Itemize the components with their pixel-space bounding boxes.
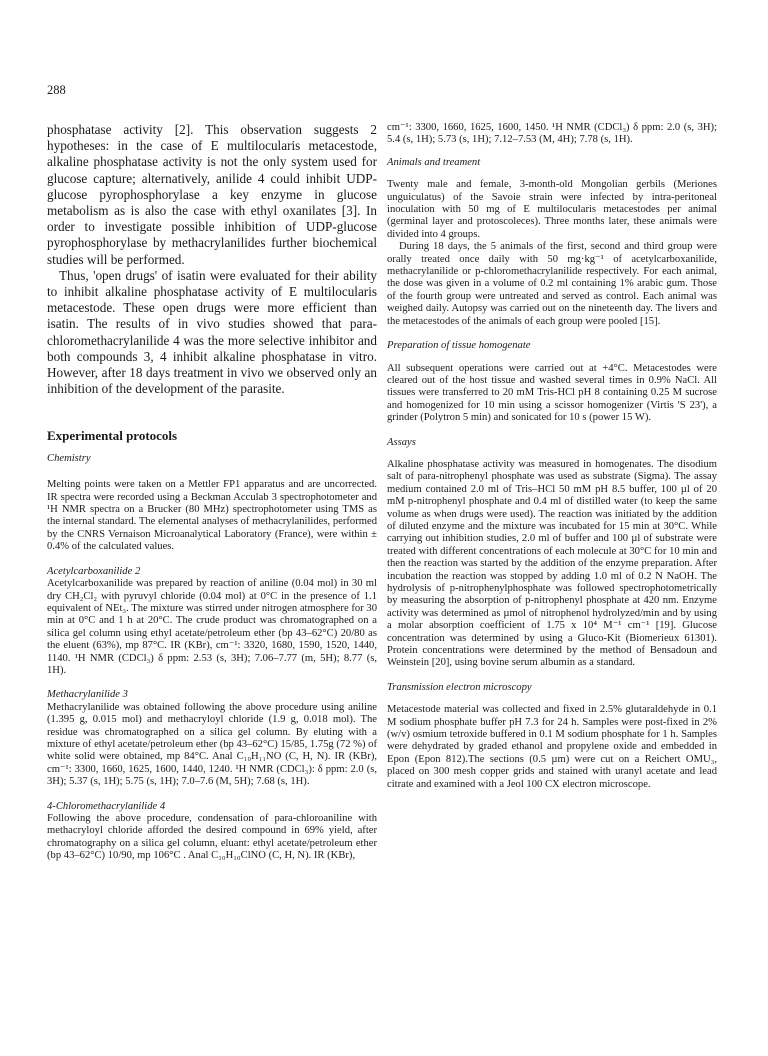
methacrylanilide-heading: Methacrylanilide 3 (47, 689, 128, 701)
right-column (387, 122, 717, 791)
introduction-end (47, 122, 377, 397)
tissue-homogenate-heading: Preparation of tissue homogenate (387, 340, 531, 352)
page-number: 288 (47, 83, 66, 97)
intro-paragraph-1: phosphatase activity [2]. This observation suggests 2 hypotheses: in the case of E multilocularis metacestode, alkaline phosphatase activity is not the only system used for glucose capture; alternatively, anilide 4 could inhibit UDP-glucose pyrophosphorylase a key enzyme in glucose metabolism as is also the case with ethyl oxanilates [3]. In order to investigate possible inhibition of UDP-glucose pyrophosphorylase by methacrylanilides further biochemical studies will be performed. (47, 122, 377, 267)
chemistry-text: Melting points were taken on a Mettler FP1 apparatus and are uncorrected. IR spectra were recorded using a Beckman Acculab 3 spectrophotometer and ¹H NMR spectra on a Brucker (80 MHz) spectrophotometer using TMS as the internal standard. The elemental analyses of methacrylanilides, performed by the CNRS Vernaison Microanalytical Laboratory (France), were within ± 0.4% of the calculated values. (47, 479, 377, 553)
chemistry-heading: Chemistry (47, 452, 91, 464)
chloromethacrylanilide-text: Following the above procedure, condensation of para-chloroaniline with methacryloyl chloride afforded the desired compound in 69% yield, after chromatography on a silica gel column, eluant: ethyl acetate/petroleum ether (bp 43–62°C) 10/90, mp 106°C . Anal C₁₀H₁₀ClNO (C, H, N). IR (KBr), (47, 813, 377, 862)
chloromethacrylanilide-continued: cm⁻¹: 3300, 1660, 1625, 1600, 1450. ¹H NMR (CDCl₃) δ ppm: 2.0 (s, 3H); 5.4 (s, 1H); 5.73 (s, 1H); 7.12–7.53 (M, 4H); 7.78 (s, 1H). (387, 122, 717, 146)
animals-paragraph-2: During 18 days, the 5 animals of the first, second and third group were orally treated once daily with 50 mg·kg⁻¹ of acetylcarboxanilide, methacrylanilide or p-chloromethacrylanilide respectively. For each animal, the dose was given in a volume of 0.2 ml containing 1% arabic gum. Those of the fourth group were untreated and served as control. Each animal was weighed daily. Autopsy was carried out on the nineteenth day. The livers and the metacestodes of the animals of each group were pooled [15]. (387, 241, 717, 327)
assays-text: Alkaline phosphatase activity was measured in homogenates. The disodium salt of para-nitrophenyl phosphate was used as substrate (Sigma). The assay medium contained 2.0 ml of Tris–HCl 50 mM pH 8.5 buffer, 100 µl of 20 mM p-nitrophenyl phosphate and 0.4 ml of distilled water (to keep the same volume as when drugs were used). The reaction was initiated by the addition of diluted enzyme and the mixture was incubated for 15 min at 30°C. While carrying out inhibition studies, 2.0 ml of buffer and 100 µl of substrate were treated with different concentrations of each molecule at 30°C for 10 min and then the reaction was started by the addition of the enzyme preparation. After incubation the reaction was stopped by adding 1.0 ml of 0.2 N NaOH. The hydrolysis of p-nitrophenylphosphate was followed spectrophotometrically by measuring the absorption of p-nitrophenyl phosphate at 420 nm. Enzyme activity was determined as µmol of nitrophenol hydrolyzed/min and by using a molar absorption coefficient of 1.75 x 10⁴ M⁻¹ cm⁻¹ [19]. Glucose concentration was determined by using a Gluco-Kit (Biomerieux 61301). Protein concentrations were determined by the method of Bensadoun and Weinstein [20], using bovine serum albumin as a standard. (387, 458, 717, 669)
acetylcarboxanilide-text: Acetylcarboxanilide was prepared by reaction of aniline (0.04 mol) in 30 ml dry CH₂Cl₂ with pyruvyl chloride (0.04 mol) at 0°C in the presence of 1.1 equivalent of NEt₃. The mixture was stirred under nitrogen atmosphere for 30 min at 0°C and 1 h at 20°C. The crude product was chromatographed on a silica gel column using ethyl acetate/petroleum ether (bp 43–62°C) 20/80 as the eluent (63%), mp 87°C. IR (KBr), cm⁻¹: 3320, 1680, 1590, 1520, 1440, 1140. ¹H NMR (CDCl₃) δ ppm: 2.53 (s, 3H); 7.06–7.77 (m, 5H); 8.77 (s, 1H). (47, 578, 377, 676)
methacrylanilide-text: Methacrylanilide was obtained following the above procedure using aniline (1.395 g, 0.015 mol) and methacryloyl chloride (1.9 g, 0.018 mol). The residue was chromatographed on a silica gel column. By eluting with a mixture of ethyl acetate/petroleum ether (bp 43–62°C) 15/85, 1.75g (72 %) of white solid were obtained, mp 84°C. Anal C₁₀H₁₁NO (C, H, N). IR (KBr), cm⁻¹: 3300, 1660, 1625, 1600, 1440, 1240. ¹H NMR (CDCl₃): δ ppm: 2.0 (s, 3H); 5.37 (s, 1H); 5.75 (s, 1H); 7.0–7.6 (M, 5H); 7.68 (s, 1H). (47, 701, 377, 788)
animals-paragraph-1: Twenty male and female, 3-month-old Mongolian gerbils (Meriones unguiculatus) of the Savoie strain were infected by intra-peritoneal inoculation with 50 mg of E multilocularis metacestodes per animal (germinal layer and protoscoleces). Three months later, these animals were divided into 4 groups. (387, 179, 717, 240)
acetylcarboxanilide-heading: Acetylcarboxanilide 2 (47, 565, 141, 577)
tem-text: Metacestode material was collected and fixed in 2.5% glutaraldehyde in 0.1 M sodium phosphate buffer pH 7.3 for 24 h. Samples were post-fixed in 2% (w/v) osmium tetroxide buffered in 0.1 M sodium phosphate for 1 h. Samples were dehydrated by graded ethanol and propylene oxide and embedded in Epon (Epon 812).The sections (0.5 µm) were cut on a Reichert OMU₃, placed on 300 mesh copper grids and stained with uranyl acetate and lead citrate and examined with a Jeol 100 CX electron microscope. (387, 704, 717, 790)
tissue-homogenate-text: All subsequent operations were carried out at +4°C. Metacestodes were cleared out of the host tissue and washed several times in 0.9% NaCl. All tissues were transferred to 20 mM Tris-HCl pH 8 containing 0.25 M sucrose and homogenized for 10 min using a scissor homogenizer (Virtis 'S 23'), a grinder (Polytron 5 min) and sonicated for 10 s (power 15 W). (387, 362, 717, 424)
animals-heading: Animals and treament (387, 156, 481, 168)
intro-paragraph-2: Thus, 'open drugs' of isatin were evaluated for their ability to inhibit alkaline phosphatase activity of E multilocularis metacestode. These open drugs were more efficient than isatin. The results of in vivo studies showed that para-chloromethacrylanilide 4 was the more selective inhibitor and both compounds 3, 4 inhibit alkaline phosphatase in vitro. However, after 18 days treatment in vivo we observed only an inhibition of the development of the parasite. (47, 267, 377, 397)
left-column (47, 122, 377, 863)
experimental-protocols-heading: Experimental protocols (47, 428, 178, 444)
tem-heading: Transmission electron microscopy (387, 681, 532, 693)
assays-heading: Assays (387, 436, 416, 448)
chloromethacrylanilide-heading: 4-Chloromethacrylanilide 4 (47, 800, 166, 812)
